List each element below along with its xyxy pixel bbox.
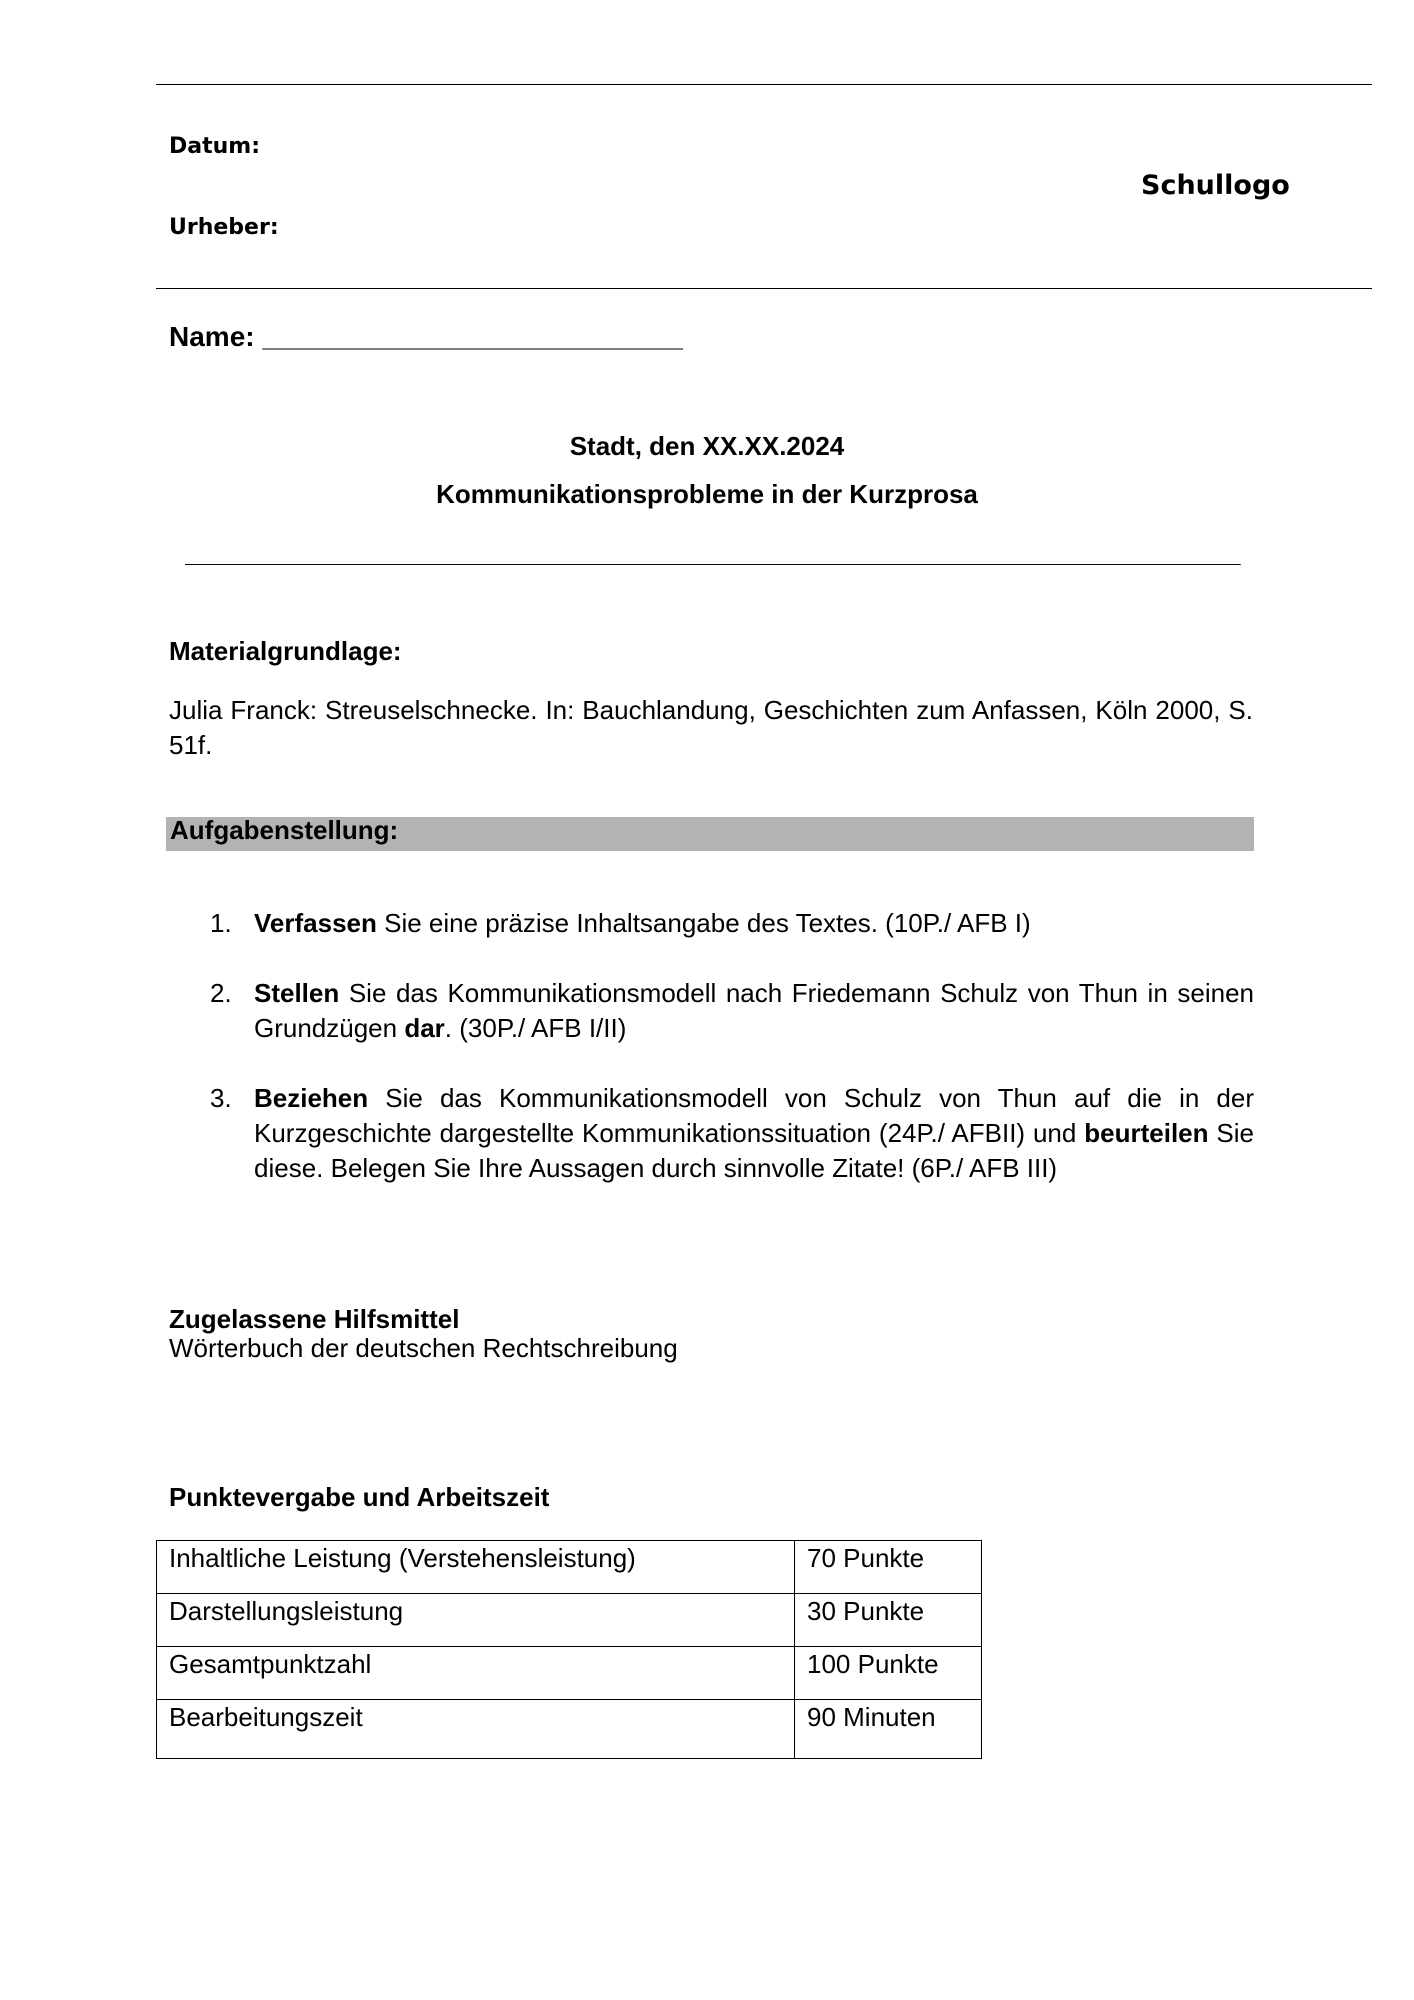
table-cell-label: Inhaltliche Leistung (Verstehensleistung) [157,1541,795,1594]
student-name-line: Name: ___________________________ [169,321,683,352]
title-underline: _________________________________________________________________________ [185,538,1241,568]
place-date: Stadt, den XX.XX.2024 [569,431,845,461]
table-cell-value: 100 Punkte [795,1647,982,1700]
datum-label: Datum: [169,134,261,159]
table-cell-label: Gesamtpunktzahl [157,1647,795,1700]
table-cell-label: Darstellungsleistung [157,1594,795,1647]
urheber-label: Urheber: [169,215,279,240]
task-number: 1. [210,908,232,938]
task-number: 3. [210,1083,232,1113]
task-text: Verfassen Sie eine präzise Inhaltsangabe des Textes. (10P./ AFB I) [254,908,1031,938]
task-text: Stellen Sie das Kommunikationsmodell nach Friedemann Schulz von Thun in seinen Grundzügen dar. (30P./ AFB I/II) [254,978,1254,1043]
school-logo-placeholder: Schullogo [1141,170,1290,201]
table-cell-label: Bearbeitungszeit [157,1700,795,1759]
header-top-rule [156,84,1372,85]
aids-heading: Zugelassene Hilfsmittel [169,1304,460,1334]
table-row [157,1541,982,1594]
table-cell-value: 70 Punkte [795,1541,982,1594]
table-row [157,1647,982,1700]
material-text: Julia Franck: Streuselschnecke. In: Bauchlandung, Geschichten zum Anfassen, Köln 2000, S. 51f. [169,695,1253,760]
material-heading: Materialgrundlage: [169,636,402,666]
table-cell-value: 90 Minuten [795,1700,982,1759]
aids-text: Wörterbuch der deutschen Rechtschreibung [169,1333,678,1363]
scoring-table [156,1540,982,1759]
table-row [157,1700,982,1759]
header-bottom-rule [156,288,1372,289]
task-number: 2. [210,978,232,1008]
tasks-heading: Aufgabenstellung: [170,815,399,845]
scoring-heading: Punktevergabe und Arbeitszeit [169,1482,550,1512]
table-cell-value: 30 Punkte [795,1594,982,1647]
exam-title: Kommunikationsprobleme in der Kurzprosa [436,479,978,509]
task-text: Beziehen Sie das Kommunikationsmodell von Schulz von Thun auf die in der Kurzgeschichte dargestellte Kommunikationssituation (24P./ AFBII) und beurteilen Sie diese. Belegen Sie Ihre Aussagen durch sinnvolle Zitate! (6P./ AFB III) [254,1083,1254,1183]
table-row [157,1594,982,1647]
